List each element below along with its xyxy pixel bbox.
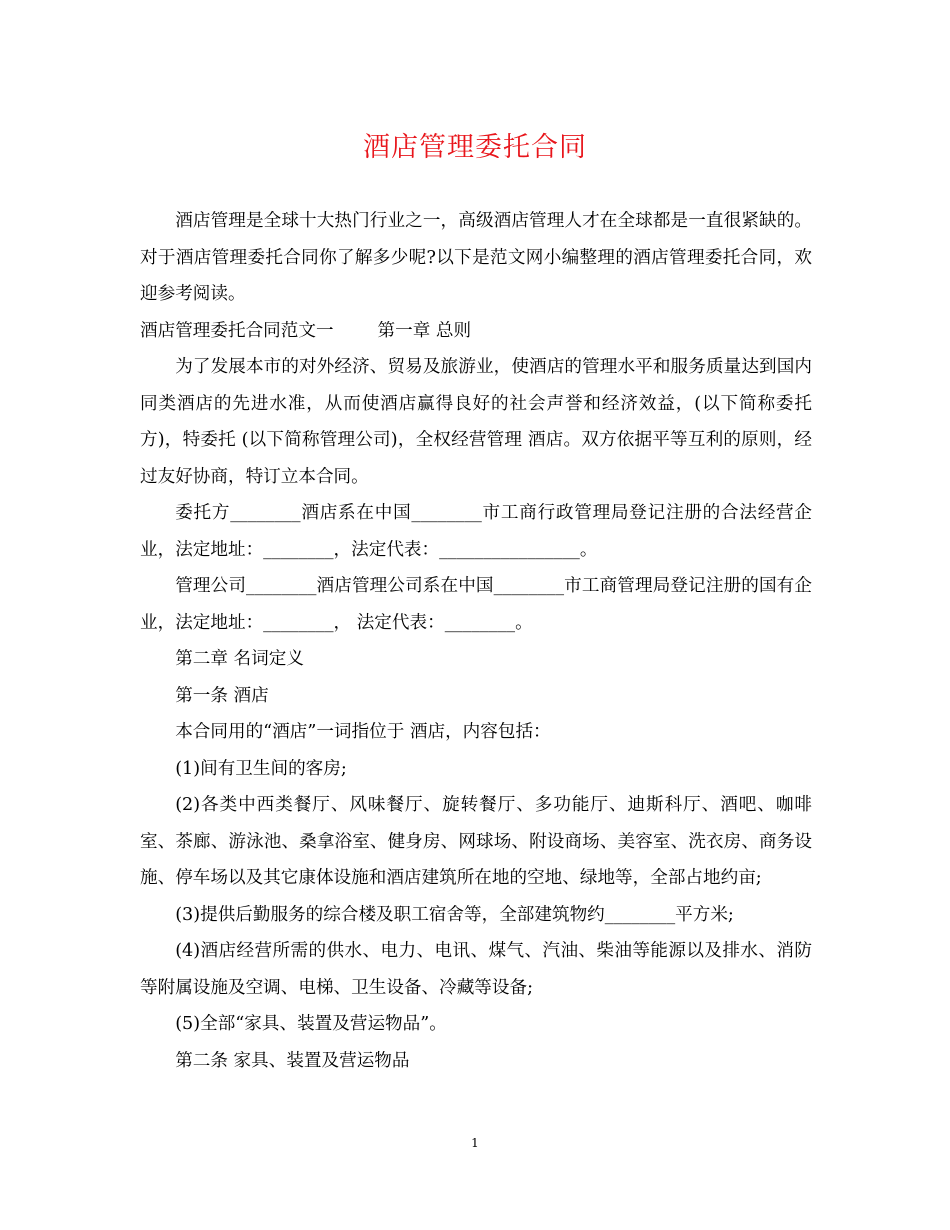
section-heading-right: 第一章 总则 [377, 320, 472, 341]
document-body [140, 203, 812, 1079]
list-item: (4)酒店经营所需的供水、电力、电讯、煤气、汽油、柴油等能源以及排水、消防等附属设施及空调、电梯、卫生设备、冷藏等设备; [140, 941, 812, 998]
list-item: (1)间有卫生间的客房; [175, 758, 347, 779]
document-title: 酒店管理委托合同 [363, 132, 587, 163]
principal-paragraph: 委托方________酒店系在中国________市工商行政管理局登记注册的合法经营企业，法定地址：________，法定代表：________________。 [140, 503, 812, 560]
section-heading [140, 313, 812, 350]
purpose-paragraph: 为了发展本市的对外经济、贸易及旅游业，使酒店的管理水平和服务质量达到国内同类酒店的先进水准，从而使酒店赢得良好的社会声誉和经济效益，(以下简称委托方)，特委托 (以下简称管理公司)，全权经营管理 酒店。双方依据平等互利的原则，经过友好协商，特订立本合同。 [140, 357, 812, 487]
page-number: 1 [471, 1136, 479, 1150]
article-one-definition: 本合同用的“酒店”一词指位于 酒店，内容包括： [175, 722, 551, 742]
list-item: (3)提供后勤服务的综合楼及职工宿舍等，全部建筑物约________平方米; [175, 904, 734, 925]
manager-paragraph: 管理公司________酒店管理公司系在中国________市工商管理局登记注册的国有企业，法定地址：________， 法定代表：________。 [140, 576, 812, 633]
article-one-heading: 第一条 酒店 [175, 685, 269, 706]
section-heading-left: 酒店管理委托合同范文一 [140, 320, 334, 341]
article-two-heading: 第二条 家具、装置及营运物品 [175, 1050, 410, 1071]
list-item: (2)各类中西类餐厅、风味餐厅、旋转餐厅、多功能厅、迪斯科厅、酒吧、咖啡室、茶廊、游泳池、桑拿浴室、健身房、网球场、附设商场、美容室、洗衣房、商务设施、停车场以及其它康体设施和酒店建筑所在地的空地、绿地等，全部占地约亩; [140, 795, 812, 888]
chapter-two-heading: 第二章 名词定义 [175, 649, 304, 669]
intro-paragraph: 酒店管理是全球十大热门行业之一，高级酒店管理人才在全球都是一直很紧缺的。对于酒店管理委托合同你了解多少呢?以下是范文网小编整理的酒店管理委托合同，欢迎参考阅读。 [140, 211, 812, 304]
list-item: (5)全部“家具、装置及营运物品”。 [175, 1014, 447, 1034]
